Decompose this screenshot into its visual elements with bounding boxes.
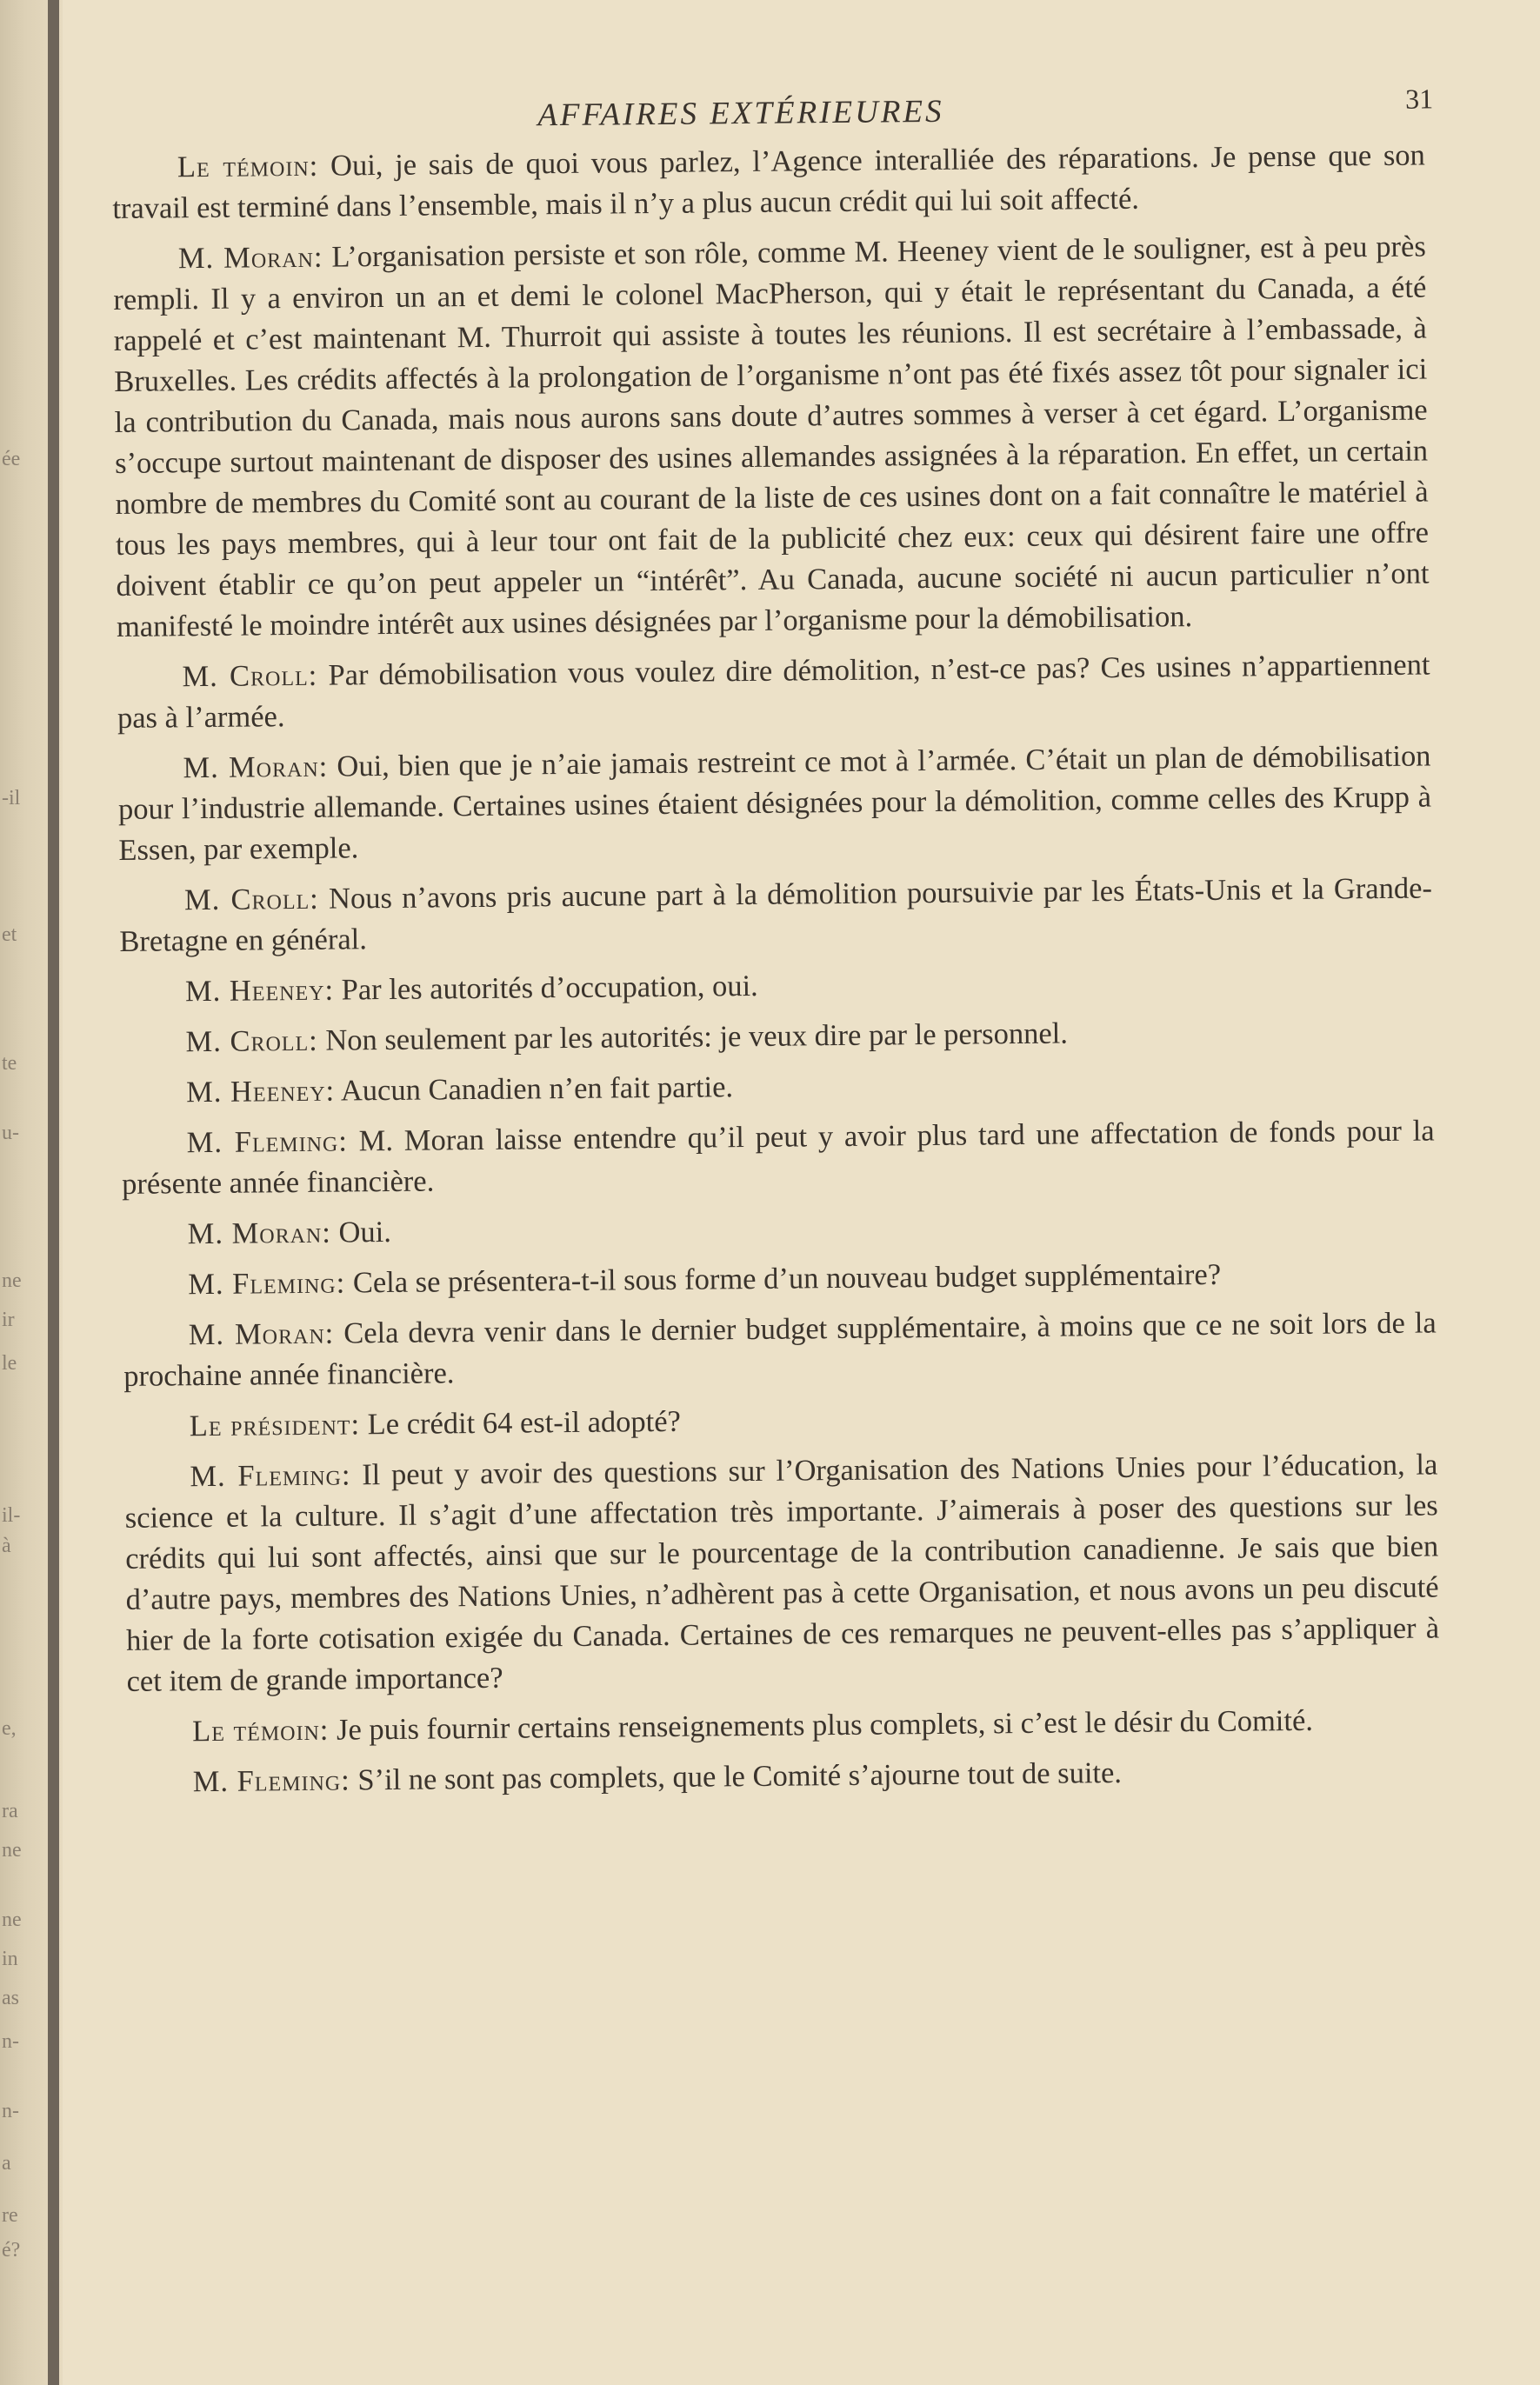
dialogue-paragraph xyxy=(127,1699,1440,1752)
dialogue-paragraph xyxy=(121,1110,1435,1204)
speaker-name: M. Fleming: xyxy=(192,1763,350,1799)
margin-fragment: ne xyxy=(2,1269,22,1292)
paragraph-text: M. Moran laisse entendre qu’il peut y avoir plus tard une affectation de fonds pour la présente année financière. xyxy=(121,1114,1435,1201)
speaker-name: M. Fleming: xyxy=(190,1458,351,1494)
margin-fragment: in xyxy=(2,1948,18,1970)
dialogue-paragraph xyxy=(112,136,1426,230)
speaker-name: M. Moran: xyxy=(177,240,323,276)
margin-fragment: te xyxy=(2,1052,17,1075)
running-head: AFFAIRES EXTÉRIEURES xyxy=(537,93,944,134)
margin-fragment: e, xyxy=(2,1717,17,1740)
paragraph-text: Oui, je sais de quoi vous parlez, l’Agence interalliée des réparations. Je pense que son travail est terminé dans l’ensemble, mais il n’y a plus aucun crédit qui lui soit affecté. xyxy=(112,138,1426,225)
speaker-name: M. Croll: xyxy=(185,1023,318,1059)
speaker-name: M. Croll: xyxy=(183,882,319,917)
dialogue-paragraph xyxy=(117,736,1431,870)
margin-fragment: ne xyxy=(2,1909,22,1931)
margin-fragment: as xyxy=(2,1987,19,2009)
dialogue-paragraph xyxy=(117,644,1430,738)
dialogue-paragraph xyxy=(119,868,1433,962)
margin-fragment: re xyxy=(2,2204,18,2227)
speaker-name: M. Fleming: xyxy=(186,1124,349,1160)
speaker-name: M. Moran: xyxy=(188,1316,335,1352)
dialogue-paragraph xyxy=(127,1749,1440,1802)
page-header xyxy=(111,75,1434,148)
dialogue-paragraph xyxy=(121,1060,1434,1113)
speaker-name: M. Moran: xyxy=(183,749,329,785)
page xyxy=(111,75,1441,1813)
paragraph-text: Nous n’avons pris aucune part à la démolition poursuivie par les États-Unis et la Grande-Bretagne en général. xyxy=(119,871,1433,958)
dialogue-paragraph xyxy=(113,226,1430,647)
dialogue-paragraph xyxy=(122,1202,1435,1255)
dialogue-paragraph xyxy=(123,1302,1437,1396)
margin-fragment: ir xyxy=(2,1309,15,1331)
margin-fragment: le xyxy=(2,1352,17,1375)
margin-fragment: ée xyxy=(2,448,21,470)
margin-fragment: a xyxy=(2,2152,11,2175)
dialogue-paragraph xyxy=(123,1252,1436,1305)
paragraph-text: Non seulement par les autorités: je veux dire par le personnel. xyxy=(317,1016,1069,1057)
dialogue-paragraph xyxy=(120,959,1433,1012)
margin-fragment: et xyxy=(2,923,17,946)
paragraph-text: L’organisation persiste et son rôle, comme M. Heeney vient de le souligner, est à peu près rempli. Il y a environ un an et demi le colonel MacPherson, qui y était le représentant du Canada, a été rappelé et c’est maintenant M. Thurroit qui assiste à toutes les réunions. Il est secrétaire à l’embassade, à Bruxelles. Les crédits affectés à la prolongation de l’organisme n’ont pas été fixés assez tôt pour signaler ici la contribution du Canada, mais nous aurons sans doute d’autres sommes à verser à cet égard. L’organisme s’occupe surtout maintenant de disposer des usines allemandes assignées à la réparation. En effet, un certain nombre de membres du Comité sont au courant de la liste de ces usines dont on a fait connaître le matériel à tous les pays membres, qui à leur tour ont fait de la publicité chez eux: ceux qui désirent faire une offre doivent établir ce qu’on peut appeler un “intérêt”. Au Canada, aucune société ni aucun particulier n’ont manifesté le moindre intérêt aux usines désignées par l’organisme pour la démobilisation. xyxy=(113,230,1430,643)
margin-fragment: n- xyxy=(2,2030,19,2053)
speaker-name: Le témoin: xyxy=(177,149,319,184)
speaker-name: M. Moran: xyxy=(187,1216,332,1251)
margin-fragment: u- xyxy=(2,1122,19,1144)
paragraph-text: Par démobilisation vous voulez dire démolition, n’est-ce pas? Ces usines n’appartiennent pas à l’armée. xyxy=(117,648,1430,735)
paragraph-text: Oui. xyxy=(330,1215,392,1249)
dialogue-paragraph xyxy=(124,1444,1440,1702)
paragraph-text: Cela se présentera-t-il sous forme d’un nouveau budget supplémentaire? xyxy=(345,1257,1222,1300)
margin-fragment: -il xyxy=(2,787,21,809)
speaker-name: M. Heeney: xyxy=(184,973,335,1009)
speaker-name: M. Heeney: xyxy=(185,1074,336,1109)
dialogue-paragraph xyxy=(120,1009,1433,1063)
speaker-name: Le témoin: xyxy=(191,1713,330,1749)
paragraph-text: Cela devra venir dans le dernier budget supplémentaire, à moins que ce ne soit lors de la prochaine année financière. xyxy=(123,1306,1437,1393)
paragraph-text: Oui, bien que je n’aie jamais restreint ce mot à l’armée. C’était un plan de démobilisation pour l’industrie allemande. Certaines usines étaient désignées pour la démolition, comme celles des Krupp à Essen, par exemple. xyxy=(117,739,1432,867)
margin-fragment: à xyxy=(2,1535,11,1557)
dialogue-paragraph xyxy=(124,1394,1437,1447)
speaker-name: Le président: xyxy=(189,1408,361,1443)
paragraph-text: Il peut y avoir des questions sur l’Organisation des Nations Unies pour l’éducation, la science et la culture. Il s’agit d’une affectation très importante. J’aimerais à poser des questions sur les crédits qui lui sont affectés, ainsi que sur le pourcentage de la contribution canadienne. Je sais que bien d’autre pays, membres des Nations Unies, n’adhèrent pas à cette Organisation, et nous avons un peu discuté hier de la forte cotisation exigée du Canada. Certaines de ces remarques ne peuvent-elles pas s’appliquer à cet item de grande importance? xyxy=(124,1448,1440,1698)
margin-fragment: n- xyxy=(2,2100,19,2122)
margin-fragment: é? xyxy=(2,2239,21,2262)
body-text xyxy=(112,136,1441,1803)
margin-fragment: ra xyxy=(2,1800,18,1822)
speaker-name: M. Croll: xyxy=(182,658,318,694)
binding-edge xyxy=(48,0,59,2385)
page-number: 31 xyxy=(1405,83,1434,115)
paragraph-text: Je puis fournir certains renseignements plus complets, si c’est le désir du Comité. xyxy=(329,1703,1314,1747)
paragraph-text: Aucun Canadien n’en fait partie. xyxy=(334,1070,734,1108)
margin-fragment: il- xyxy=(2,1504,21,1527)
margin-fragment: ne xyxy=(2,1839,22,1862)
paragraph-text: Le crédit 64 est-il adopté? xyxy=(359,1404,682,1442)
speaker-name: M. Fleming: xyxy=(188,1266,346,1302)
paragraph-text: S’il ne sont pas complets, que le Comité s’ajourne tout de suite. xyxy=(350,1755,1123,1797)
paragraph-text: Par les autorités d’occupation, oui. xyxy=(333,969,758,1007)
